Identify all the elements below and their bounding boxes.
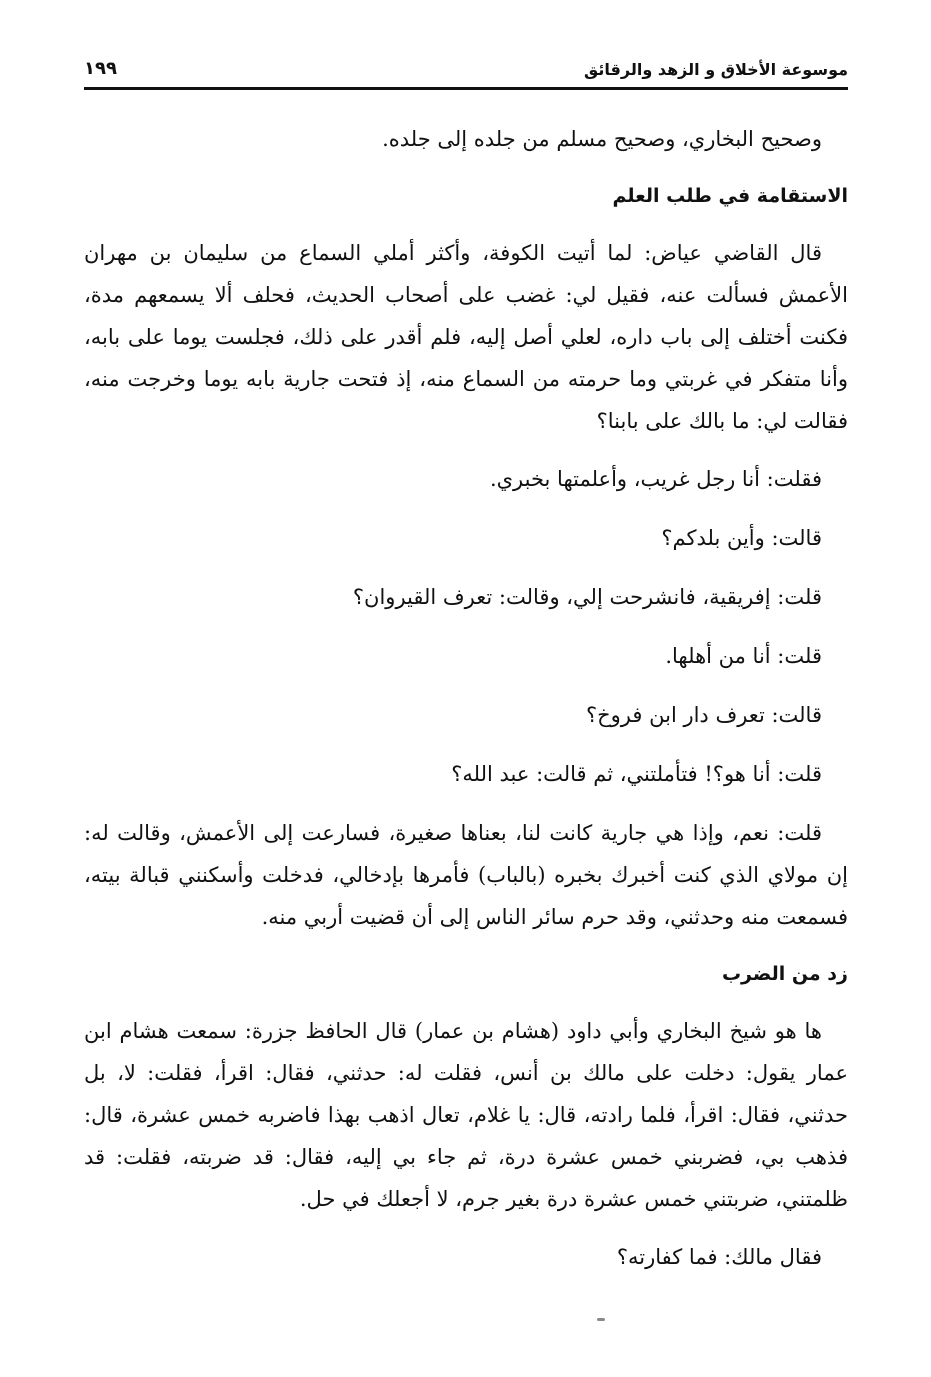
naam-paragraph: قلت: نعم، وإذا هي جارية كانت لنا، بعناها صغيرة، فسارعت إلى الأعمش، وقالت له: إن مولاي الذي كنت أخبرك بخبره (بالباب) فأمرها بإدخالي، فدخلت وأسكنني قبالة بيته، فسمعت منه وحدثني، وقد حرم سائر الناس إلى أن قضيت أربي منه. xyxy=(84,821,848,929)
dialog-line: قالت: وأين بلدكم؟ xyxy=(661,526,822,550)
hisham-paragraph: ها هو شيخ البخاري وأبي داود (هشام بن عمار) قال الحافظ جزرة: سمعت هشام ابن عمار يقول: دخلت على مالك بن أنس، فقلت له: حدثني، فقال: اقرأ، فقلت: لا، بل حدثني، فقال: اقرأ، فلما رادته، قال: يا غلام، تعال اذهب بهذا فاضربه خمس عشرة، قال: فذهب بي، فضربني خمس عشرة درة، ثم جاء بي إليه، فقال: قد ضربته، فقلت: قد ظلمتني، ضربتني خمس عشرة درة بغير جرم، لا أجعلك في حل. xyxy=(84,1019,848,1211)
page-body xyxy=(84,118,848,1295)
running-title: موسوعة الأخلاق و الزهد والرقائق xyxy=(583,60,848,79)
dialog-line: قلت: أنا من أهلها. xyxy=(665,644,822,668)
dialog-line: قلت: أنا هو؟! فتأملتني، ثم قالت: عبد الله؟ xyxy=(451,762,822,786)
qadi-iyad-paragraph: قال القاضي عياض: لما أتيت الكوفة، وأكثر أملي السماع من سليمان بن مهران الأعمش فسألت عنه، فقيل لي: غضب على أصحاب الحديث، فحلف ألا يسمعهم مدة، فكنت أختلف إلى باب داره، لعلي أصل إليه، فلم أقدر على ذلك، فجلست يوما على بابه، وأنا متفكر في غربتي وما حرمته من السماع منه، إذ فتحت جارية بابه يوما وخرجت منه، فقالت لي: ما بالك على بابنا؟ xyxy=(84,241,848,433)
section-heading-darb: زد من الضرب xyxy=(721,963,848,985)
dialog-line: فقلت: أنا رجل غريب، وأعلمتها بخبري. xyxy=(489,467,822,491)
section-heading-istiqama: الاستقامة في طلب العلم xyxy=(612,185,848,207)
malik-line: فقال مالك: فما كفارته؟ xyxy=(616,1245,822,1269)
dialog-line: قلت: إفريقية، فانشرحت إلي، وقالت: تعرف القيروان؟ xyxy=(352,585,822,609)
dialog-line: قالت: تعرف دار ابن فروخ؟ xyxy=(585,703,822,727)
intro-paragraph: وصحيح البخاري، وصحيح مسلم من جلده إلى جلده. xyxy=(382,127,822,151)
page-header xyxy=(84,56,848,90)
scan-speck xyxy=(597,1318,605,1321)
page-number: ١٩٩ xyxy=(84,58,117,79)
header-rule xyxy=(84,87,848,90)
